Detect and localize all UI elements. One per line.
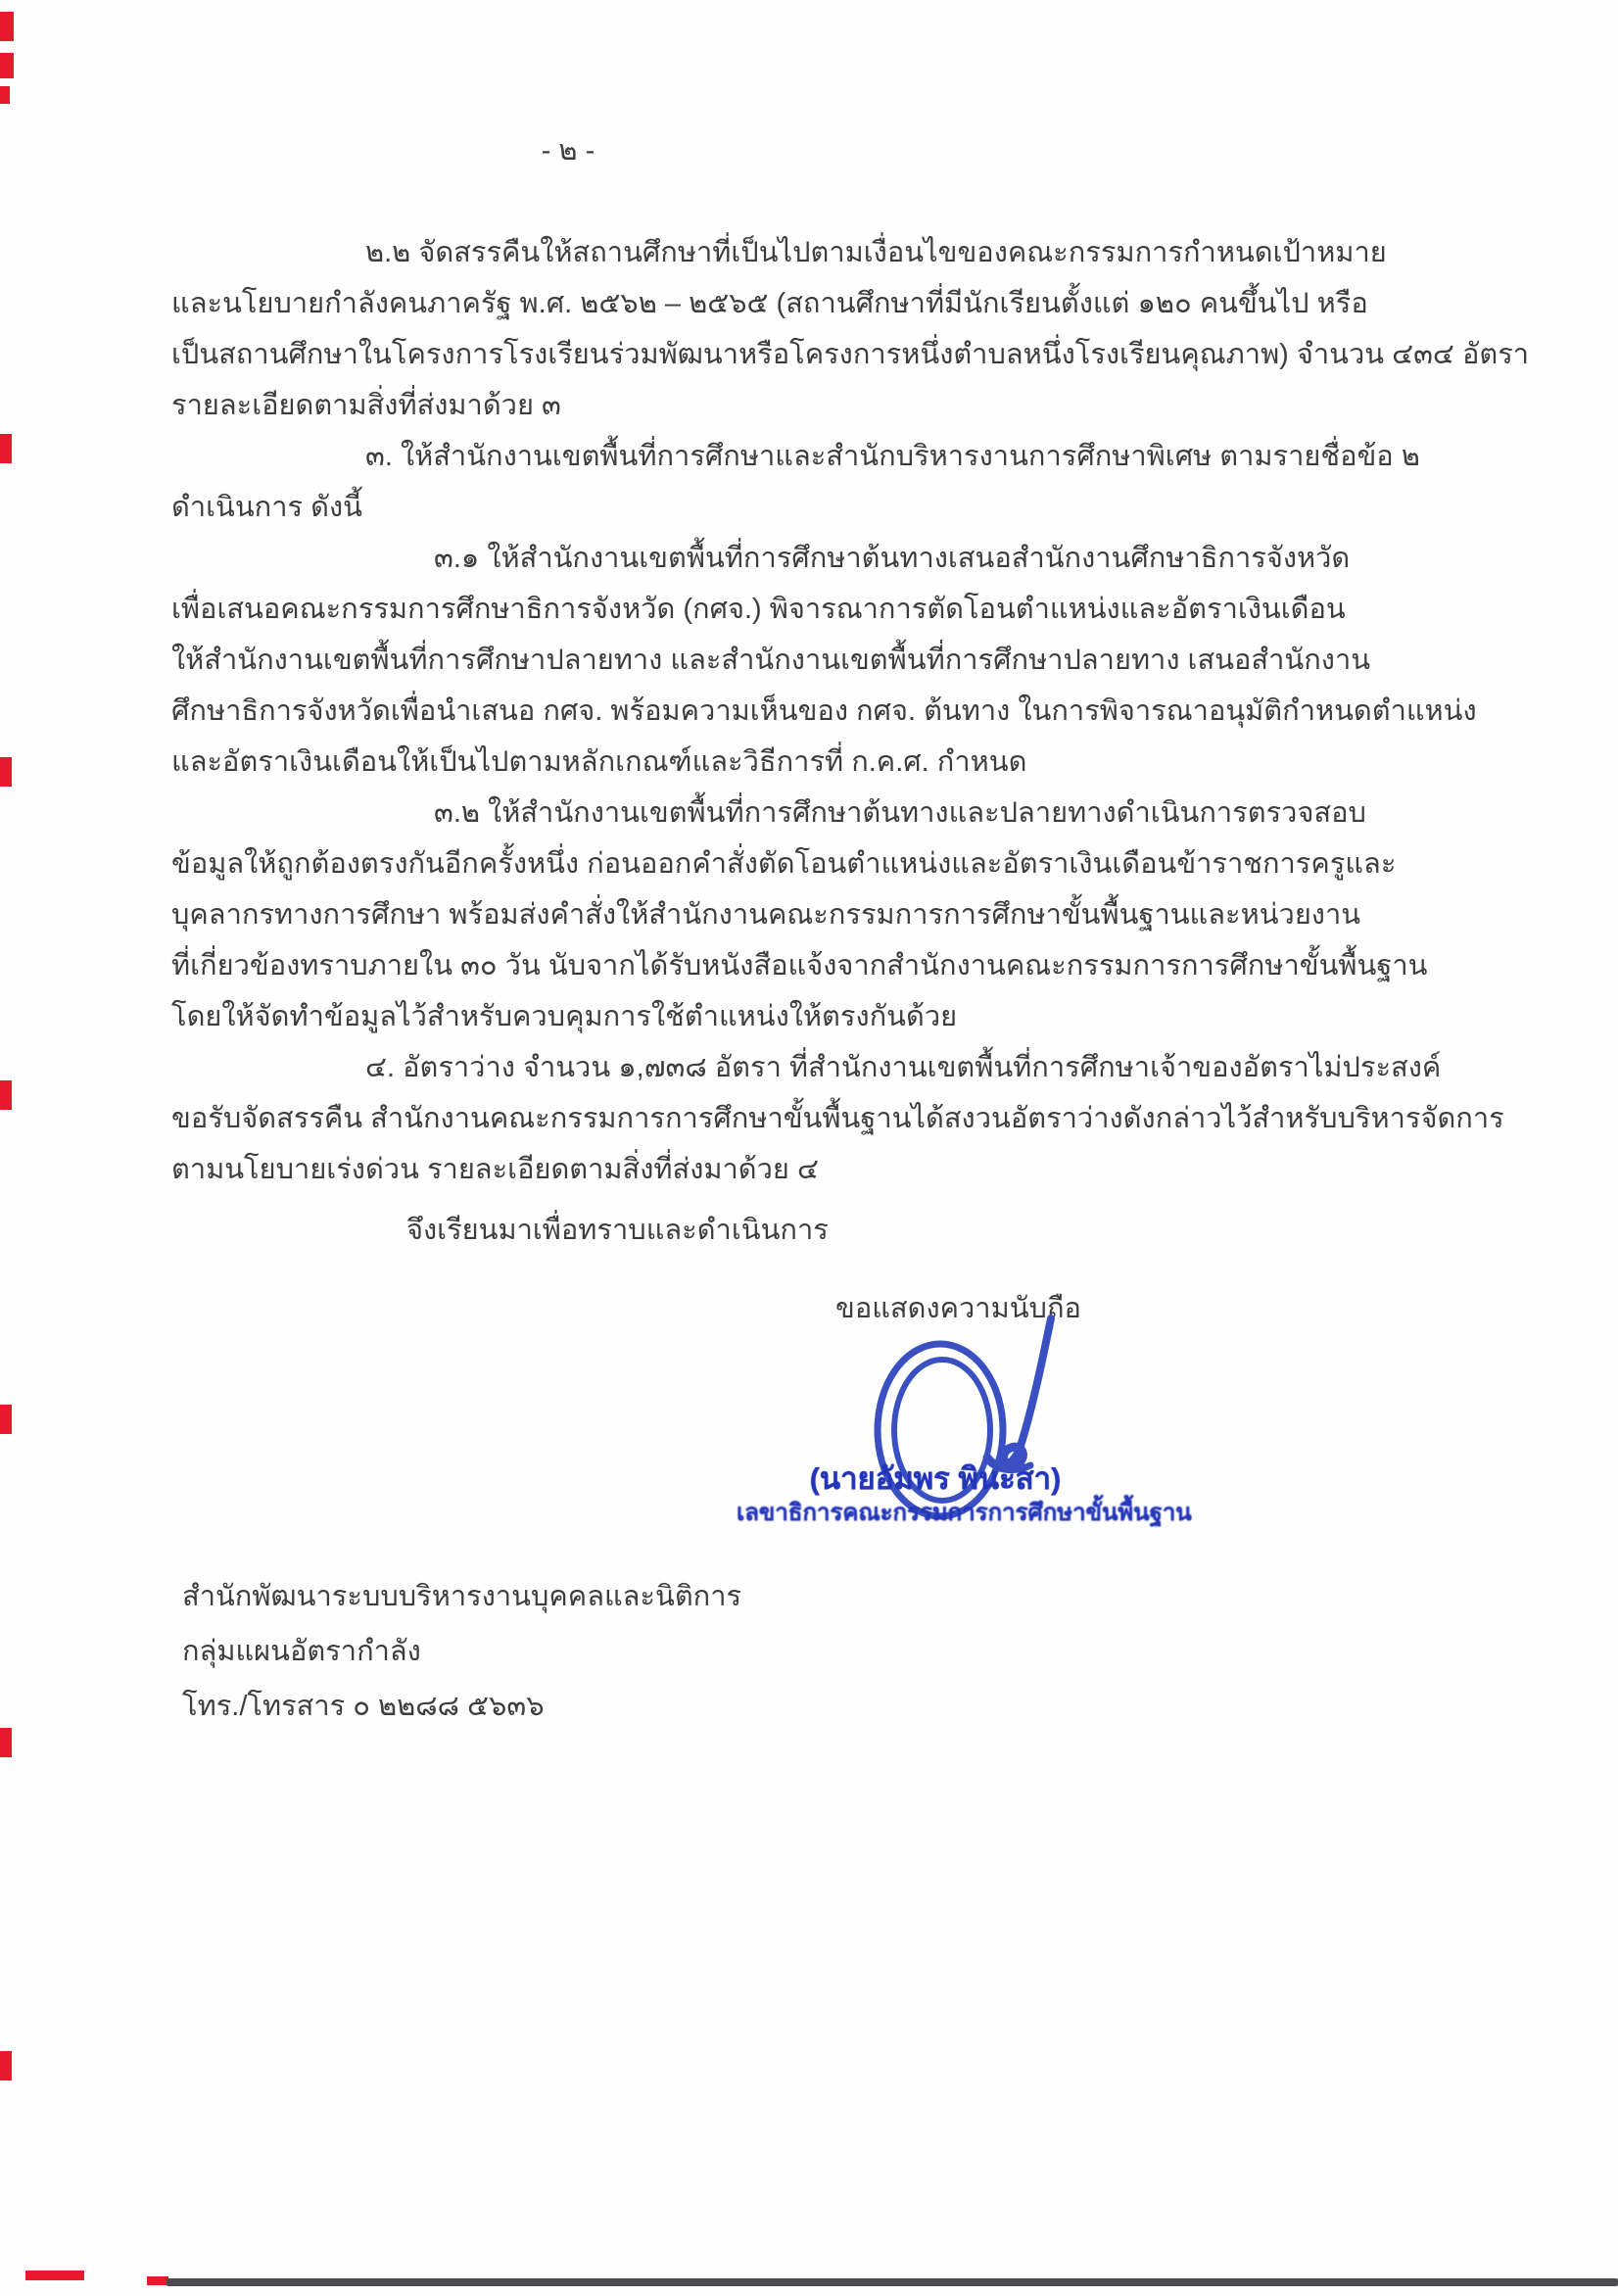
body-line: ๒.๒ จัดสรรคืนให้สถานศึกษาที่เป็นไปตามเงื่อนไขของคณะกรรมการกำหนดเป้าหมาย — [365, 237, 1387, 268]
scan-edge-line — [167, 2278, 1618, 2286]
body-line: รายละเอียดตามสิ่งที่ส่งมาด้วย ๓ — [171, 390, 561, 421]
scan-artifact-red-mark — [0, 1080, 12, 1110]
body-line: ๓.๒ ให้สำนักงานเขตพื้นที่การศึกษาต้นทางและปลายทางดำเนินการตรวจสอบ — [434, 797, 1366, 829]
body-line: ศึกษาธิการจังหวัดเพื่อนำเสนอ กศจ. พร้อมความเห็นของ กศจ. ต้นทาง ในการพิจารณาอนุมัติกำหนดตำแหน่ง — [171, 695, 1477, 727]
scan-artifact-red-mark — [0, 2051, 12, 2081]
scan-artifact-red-mark — [0, 53, 14, 78]
body-line: ๔. อัตราว่าง จำนวน ๑,๗๓๘ อัตรา ที่สำนักงานเขตพื้นที่การศึกษาเจ้าของอัตราไม่ประสงค์ — [365, 1052, 1442, 1083]
footer-unit: กลุ่มแผนอัตรากำลัง — [182, 1636, 421, 1667]
body-line: และนโยบายกำลังคนภาครัฐ พ.ศ. ๒๕๖๒ – ๒๕๖๕ (สถานศึกษาที่มีนักเรียนตั้งแต่ ๑๒๐ คนขึ้นไป หรือ — [171, 288, 1368, 319]
body-line: ขอรับจัดสรรคืน สำนักงานคณะกรรมการการศึกษาขั้นพื้นฐานได้สงวนอัตราว่างดังกล่าวไว้สำหรับบริหารจัดการ — [171, 1103, 1504, 1134]
scan-artifact-red-mark — [25, 2271, 84, 2280]
page-number: - ๒ - — [541, 135, 595, 167]
scan-artifact-red-mark — [0, 757, 12, 787]
body-line: ที่เกี่ยวข้องทราบภายใน ๓๐ วัน นับจากได้รับหนังสือแจ้งจากสำนักงานคณะกรรมการการศึกษาขั้นพื้นฐาน — [171, 950, 1428, 981]
scan-artifact-red-mark — [0, 12, 14, 41]
body-line: ดำเนินการ ดังนี้ — [171, 492, 362, 523]
body-line: ให้สำนักงานเขตพื้นที่การศึกษาปลายทาง และสำนักงานเขตพื้นที่การศึกษาปลายทาง เสนอสำนักงาน — [171, 645, 1371, 676]
body-line: ข้อมูลให้ถูกต้องตรงกันอีกครั้งหนึ่ง ก่อนออกคำสั่งตัดโอนตำแหน่งและอัตราเงินเดือนข้าราชการครูและ — [171, 848, 1397, 880]
body-line: และอัตราเงินเดือนให้เป็นไปตามหลักเกณฑ์และวิธีการที่ ก.ค.ศ. กำหนด — [171, 746, 1027, 778]
body-text — [171, 227, 1530, 1195]
body-line: ๓. ให้สำนักงานเขตพื้นที่การศึกษาและสำนักบริหารงานการศึกษาพิเศษ ตามรายชื่อข้อ ๒ — [365, 441, 1420, 472]
scan-artifact-red-mark — [0, 1728, 12, 1757]
signer-title: เลขาธิการคณะกรรมการการศึกษาขั้นพื้นฐาน — [737, 1500, 1192, 1526]
salutation: ขอแสดงความนับถือ — [835, 1293, 1081, 1324]
footer-office: สำนักพัฒนาระบบบริหารงานบุคคลและนิติการ — [182, 1581, 742, 1612]
footer-office-block — [182, 1569, 741, 1734]
body-line: ตามนโยบายเร่งด่วน รายละเอียดตามสิ่งที่ส่งมาด้วย ๔ — [171, 1154, 819, 1185]
scan-artifact-red-mark — [0, 1405, 12, 1434]
scan-artifact-red-mark — [0, 86, 10, 104]
body-line: ๓.๑ ให้สำนักงานเขตพื้นที่การศึกษาต้นทางเสนอสำนักงานศึกษาธิการจังหวัด — [434, 543, 1351, 574]
scan-artifact-red-mark — [0, 434, 12, 463]
body-line: เป็นสถานศึกษาในโครงการโรงเรียนร่วมพัฒนาหรือโครงการหนึ่งตำบลหนึ่งโรงเรียนคุณภาพ) จำนวน ๔๓๔ อัตรา — [171, 339, 1530, 370]
signer-name: (นายอัมพร พินะสา) — [809, 1461, 1062, 1496]
scan-artifact-red-mark — [147, 2276, 168, 2285]
body-line: เพื่อเสนอคณะกรรมการศึกษาธิการจังหวัด (กศจ.) พิจารณาการตัดโอนตำแหน่งและอัตราเงินเดือน — [171, 594, 1346, 625]
closing-line: จึงเรียนมาเพื่อทราบและดำเนินการ — [406, 1215, 829, 1246]
body-line: บุคลากรทางการศึกษา พร้อมส่งคำสั่งให้สำนักงานคณะกรรมการการศึกษาขั้นพื้นฐานและหน่วยงาน — [171, 899, 1361, 931]
body-line: โดยให้จัดทำข้อมูลไว้สำหรับควบคุมการใช้ตำแหน่งให้ตรงกันด้วย — [171, 1001, 958, 1032]
footer-phone: โทร./โทรสาร ๐ ๒๒๘๘ ๕๖๓๖ — [182, 1691, 545, 1722]
